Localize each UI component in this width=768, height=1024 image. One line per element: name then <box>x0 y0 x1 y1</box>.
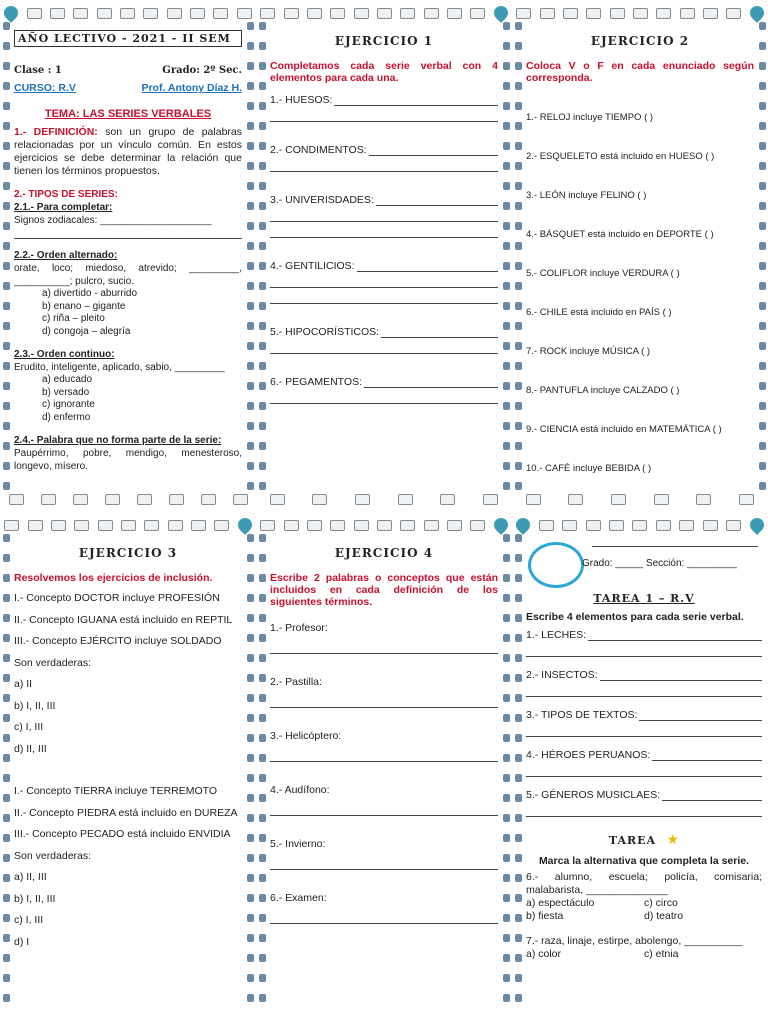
answer-line[interactable] <box>270 706 498 708</box>
answer-line[interactable] <box>270 352 498 354</box>
series-item <box>270 260 498 272</box>
list-item: c) ignorante <box>42 399 95 410</box>
s22-title: 2.2.- Orden alternado: <box>14 250 118 261</box>
s22-text: orate, loco; miedoso, atrevido; _________, __________; pulcro, sucio. <box>14 263 242 287</box>
answer-line[interactable] <box>270 302 498 304</box>
prof-label: Prof. Antony Díaz H. <box>141 82 242 94</box>
book-icon <box>213 8 228 19</box>
pin-icon <box>1 3 21 23</box>
statement: II.- Concepto IGUANA está incluido en REPTIL <box>14 613 233 626</box>
book-icon <box>73 8 88 19</box>
list-item: c) riña – pleito <box>42 313 105 324</box>
list-item: b) versado <box>42 386 90 398</box>
answer-line[interactable] <box>526 735 762 737</box>
pin-icon <box>747 3 767 23</box>
option: a) II <box>14 678 33 690</box>
series-item <box>270 376 498 388</box>
option: b) I, II, III <box>14 892 56 905</box>
right-border <box>244 534 256 1002</box>
option: a) color <box>526 948 562 960</box>
book-icon <box>27 8 42 19</box>
statement: II.- Concepto PIEDRA está incluido en DUREZA <box>14 806 238 819</box>
list-item: a) educado <box>42 374 93 385</box>
pin-icon <box>491 3 511 23</box>
series-label: 5.- HIPOCORÍSTICOS: <box>270 326 380 338</box>
bottom-border <box>0 490 256 508</box>
bottom-border <box>256 490 512 508</box>
vf-statement: 8.- PANTUFLA incluye CALZADO ( ) <box>526 385 680 396</box>
series-label: 6.- PEGAMENTOS: <box>270 376 362 388</box>
option: d) teatro <box>644 910 684 922</box>
statement: I.- Concepto DOCTOR incluye PROFESIÓN <box>14 592 220 604</box>
option: c) etnia <box>644 948 679 960</box>
vf-statement: 10.- CAFÉ incluye BEBIDA ( ) <box>526 463 652 474</box>
top-border <box>256 516 512 534</box>
left-border <box>512 534 524 1002</box>
answer-line[interactable] <box>364 377 498 388</box>
top-border <box>256 4 512 22</box>
vf-statement: 9.- CIENCIA está incluido en MATEMÁTICA ( ) <box>526 424 722 435</box>
term-label: 2.- Pastilla: <box>270 676 322 688</box>
left-border <box>256 22 268 490</box>
curso-label: CURSO: R.V <box>14 82 76 94</box>
term-label: 6.- Examen: <box>270 892 327 904</box>
vf-statement: 7.- ROCK incluye MÚSICA ( ) <box>526 346 651 357</box>
tarea-heading: TAREA <box>608 834 657 847</box>
right-border <box>500 534 512 1002</box>
panel-tarea <box>512 512 768 1024</box>
answer-line[interactable] <box>270 402 498 404</box>
book-icon <box>190 8 205 19</box>
answer-line[interactable] <box>526 655 762 657</box>
tarea-instruction: Escribe 4 elementos para cada serie verbal. <box>526 611 744 623</box>
left-border <box>256 534 268 1002</box>
name-line <box>592 546 758 547</box>
right-border <box>500 22 512 490</box>
exercise-title: EJERCICIO 3 <box>78 546 178 560</box>
answer-line[interactable] <box>270 170 498 172</box>
pin-icon <box>513 515 533 535</box>
def-label: 1.- DEFINICIÓN: <box>14 126 98 138</box>
s23-title: 2.3.- Orden continuo: <box>14 349 115 360</box>
answer-line[interactable] <box>526 775 762 777</box>
answer-line[interactable] <box>662 790 762 801</box>
series-item <box>270 94 498 106</box>
bottom-border <box>512 490 768 508</box>
s23-options <box>14 374 242 424</box>
book-icon <box>50 8 65 19</box>
verdaderas-label: Son verdaderas: <box>14 849 92 862</box>
option: c) I, III <box>14 914 44 926</box>
book-icon <box>120 8 135 19</box>
statement: I.- Concepto TIERRA incluye TERREMOTO <box>14 785 218 797</box>
answer-line[interactable] <box>357 261 498 272</box>
list-item: a) divertido - aburrido <box>42 288 138 299</box>
s21-title: 2.1.- Para completar: <box>14 202 113 213</box>
vf-statement: 1.- RELOJ incluye TIEMPO ( ) <box>526 112 654 123</box>
s21-text: Signos zodiacales: ____________________ <box>14 215 212 226</box>
list-item: d) enfermo <box>42 411 91 423</box>
top-border <box>512 4 768 22</box>
term-label: 5.- Invierno: <box>270 838 326 850</box>
answer-line[interactable] <box>270 120 498 122</box>
answer-line[interactable] <box>639 710 762 721</box>
list-item: d) congoja – alegría <box>42 325 131 337</box>
panel-ejercicio-1 <box>256 0 512 512</box>
option: a) espectáculo <box>526 897 595 909</box>
left-border <box>0 534 12 1002</box>
exercise-title: EJERCICIO 2 <box>590 34 690 48</box>
s24-text: Paupérrimo, pobre, mendigo, menesteroso, longevo, mísero. <box>14 448 242 472</box>
series-item <box>270 326 498 338</box>
answer-line[interactable] <box>270 760 498 762</box>
instruction: Coloca V o F en cada enunciado según corresponda. <box>526 60 754 84</box>
series-item <box>526 669 762 681</box>
panel-intro <box>0 0 256 512</box>
pin-icon <box>235 515 255 535</box>
right-border <box>756 22 768 490</box>
clase-label: Clase : 1 <box>14 65 62 76</box>
top-border <box>0 516 256 534</box>
series-label: 3.- TIPOS DE TEXTOS: <box>526 709 638 721</box>
top-border <box>512 516 768 534</box>
star-icon: ★ <box>666 831 680 847</box>
answer-line[interactable] <box>270 868 498 870</box>
header-title: AÑO LECTIVO - 2021 - II SEM <box>14 30 242 47</box>
answer-line[interactable] <box>376 195 498 206</box>
vf-statement: 3.- LEÓN incluye FELINO ( ) <box>526 190 647 201</box>
tipos-title: 2.- TIPOS DE SERIES: <box>14 189 118 200</box>
left-border <box>512 22 524 490</box>
term-label: 1.- Profesor: <box>270 622 328 634</box>
answer-line[interactable] <box>381 327 498 338</box>
option: c) I, III <box>14 721 44 733</box>
grado-label: Grado: 2º Sec. <box>162 65 242 76</box>
answer-line[interactable] <box>369 145 498 156</box>
answer-line[interactable] <box>334 95 498 106</box>
exercise-title: EJERCICIO 1 <box>334 34 434 48</box>
series-item <box>526 709 762 721</box>
book-icon <box>167 8 182 19</box>
left-border <box>0 22 12 490</box>
list-item: b) enano – gigante <box>42 300 126 312</box>
answer-line[interactable] <box>270 286 498 288</box>
answer-line[interactable] <box>270 220 498 222</box>
series-item <box>526 749 762 761</box>
answer-line[interactable] <box>588 630 762 641</box>
option: c) circo <box>644 897 678 909</box>
option: d) II, III <box>14 742 47 755</box>
option: d) I <box>14 935 30 948</box>
answer-line[interactable] <box>270 814 498 816</box>
panel-ejercicio-2 <box>512 0 768 512</box>
answer-line <box>14 237 242 239</box>
series-item <box>270 144 498 156</box>
series-label: 4.- GENTILICIOS: <box>270 260 355 272</box>
tema-title: TEMA: LAS SERIES VERBALES <box>44 108 212 120</box>
series-item <box>526 629 762 641</box>
panel-ejercicio-3 <box>0 512 256 1024</box>
series-label: 3.- UNIVERISDADES: <box>270 194 374 206</box>
book-icon <box>237 8 252 19</box>
option: a) II, III <box>14 871 47 883</box>
instruction: Escribe 2 palabras o conceptos que están incluidos en cada definición de los siguientes términos. <box>270 572 498 608</box>
s24-title: 2.4.- Palabra que no forma parte de la serie: <box>14 435 222 446</box>
vf-statement: 6.- CHILE está incluido en PAÍS ( ) <box>526 307 672 318</box>
answer-line[interactable] <box>526 815 762 817</box>
def-text: son un grupo de palabras relacionadas por un vínculo común. En estos ejercicios se debe determinar la relación que tienen los términos propuestos. <box>14 126 242 177</box>
series-label: 5.- GÉNEROS MUSICLAES: <box>526 789 661 801</box>
series-label: 2.- CONDIMENTOS: <box>270 144 367 156</box>
series-item <box>270 194 498 206</box>
answer-line[interactable] <box>600 670 762 681</box>
answer-line[interactable] <box>526 695 762 697</box>
s23-text: Erudito, inteligente, aplicado, sabio, _________ <box>14 362 225 373</box>
term-label: 4.- Audífono: <box>270 784 330 796</box>
s22-options <box>14 288 242 338</box>
exercise-title: EJERCICIO 4 <box>334 546 434 560</box>
option: b) I, II, III <box>14 699 56 712</box>
series-label: 1.- LECHES: <box>526 629 587 641</box>
marca-instruction: Marca la alternativa que completa la serie. <box>538 855 750 867</box>
series-label: 4.- HÉROES PERUANOS: <box>526 749 651 761</box>
answer-line[interactable] <box>270 236 498 238</box>
tarea-title: TAREA 1 – R.V <box>593 592 695 605</box>
book-icon <box>97 8 112 19</box>
instruction: Resolvemos los ejercicios de inclusión. <box>14 572 213 584</box>
panel-ejercicio-4 <box>256 512 512 1024</box>
answer-line[interactable] <box>270 652 498 654</box>
series-item <box>526 789 762 801</box>
name-circle <box>528 542 584 588</box>
book-icon <box>143 8 158 19</box>
grado-seccion: Grado: _____ Sección: _________ <box>582 558 738 569</box>
question-6: 6.- alumno, escuela; policía, comisaria; malabarista, ______________ <box>526 871 762 896</box>
question-7: 7.- raza, linaje, estirpe, abolengo, __________ <box>526 935 743 947</box>
option: b) fiesta <box>526 910 564 922</box>
vf-statement: 5.- COLIFLOR incluye VERDURA ( ) <box>526 268 680 279</box>
statement: III.- Concepto EJÉRCITO incluye SOLDADO <box>14 635 222 647</box>
series-label: 2.- INSECTOS: <box>526 669 598 681</box>
answer-line[interactable] <box>652 750 762 761</box>
verdaderas-label: Son verdaderas: <box>14 656 92 669</box>
instruction: Completamos cada serie verbal con 4 elementos para cada una. <box>270 60 498 84</box>
vf-statement: 4.- BÁSQUET está incluido en DEPORTE ( ) <box>526 229 714 240</box>
vf-statement: 2.- ESQUELETO está incluido en HUESO ( ) <box>526 151 715 162</box>
right-border <box>244 22 256 490</box>
pin-icon <box>491 515 511 535</box>
series-label: 1.- HUESOS: <box>270 94 333 106</box>
pin-icon <box>747 515 767 535</box>
statement: III.- Concepto PECADO está incluido ENVIDIA <box>14 828 231 840</box>
term-label: 3.- Helicóptero: <box>270 730 342 742</box>
top-border <box>0 4 256 22</box>
answer-line[interactable] <box>270 922 498 924</box>
